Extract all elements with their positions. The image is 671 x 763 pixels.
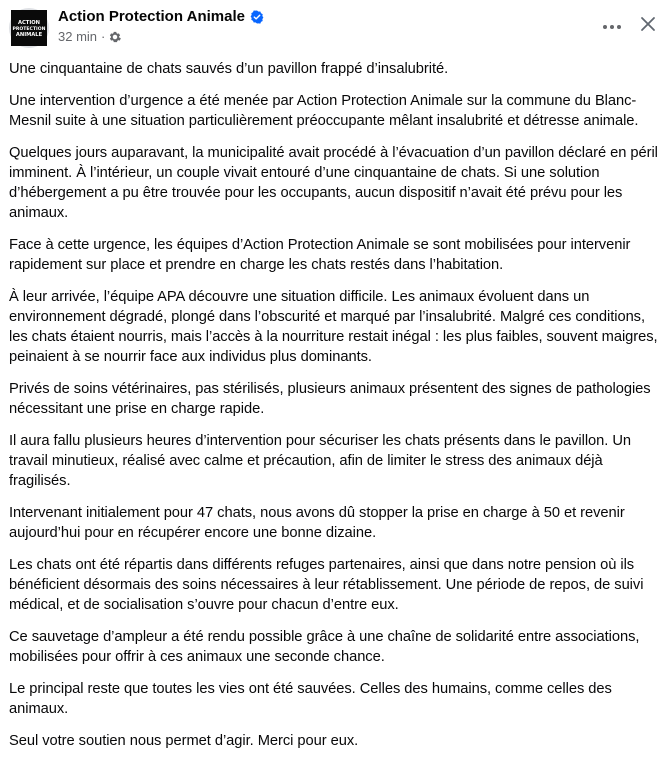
post-paragraph: Privés de soins vétérinaires, pas stérilisés, plusieurs animaux présentent des signes de pathologies nécessitant une prise en charge rapide.: [9, 381, 651, 417]
post-paragraph: À leur arrivée, l’équipe APA découvre une situation difficile. Les animaux évoluent dans un environnement dégradé, plongé dans l’obscurité et marqué par l’insalubrité. Malgré ces conditions, les chats étaient nourris, mais l’accès à la nourriture restait inégal : les plus faibles, souvent maigres, peinaient à se nourrir face aux individus plus dominants.: [9, 289, 658, 365]
page-avatar[interactable]: [9, 8, 49, 48]
post-paragraph: Les chats ont été répartis dans différents refuges partenaires, ainsi que dans notre pension où ils bénéficient désormais des soins nécessaires à leur rétablissement. Une période de repos, de suivi médical, et de socialisation s’ouvre pour chacun d’entre eux.: [9, 557, 644, 613]
post-meta: [58, 29, 121, 44]
post-paragraph: Il aura fallu plusieurs heures d’intervention pour sécuriser les chats présents dans le pavillon. Un travail minutieux, réalisé avec calme et précaution, afin de limiter le stress des animaux déjà fragilisés.: [9, 433, 632, 489]
close-icon: [640, 16, 656, 37]
more-options-button[interactable]: [597, 14, 627, 38]
avatar-text-line-2: PROTECTION: [12, 27, 46, 32]
avatar-text-line-3: ANIMALE: [15, 32, 43, 38]
post-timestamp[interactable]: 32 min: [58, 29, 98, 44]
post-body: [9, 59, 665, 763]
close-button[interactable]: [634, 12, 662, 40]
post-paragraph: Une intervention d’urgence a été menée par Action Protection Animale sur la commune du Blanc-Mesnil suite à une situation particulièrement préoccupante mêlant insalubrité et détresse animale.: [9, 93, 639, 129]
post-paragraph: Ce sauvetage d’ampleur a été rendu possible grâce à une chaîne de solidarité entre associations, mobilisées pour offrir à ces animaux une seconde chance.: [9, 629, 640, 665]
more-options-icon: [602, 17, 622, 35]
page-name-row: [58, 8, 264, 25]
post-paragraph: Seul votre soutien nous permet d’agir. Merci pour eux.: [9, 733, 359, 749]
post-paragraph: Le principal reste que toutes les vies ont été sauvées. Celles des humains, comme celles des animaux.: [9, 681, 612, 717]
avatar-text-line-1: ACTION: [17, 20, 41, 26]
verified-badge-icon: [250, 10, 264, 24]
post-header: [0, 0, 671, 56]
settings-icon[interactable]: [109, 31, 121, 43]
post-paragraph: Quelques jours auparavant, la municipalité avait procédé à l’évacuation d’un pavillon déclaré en péril imminent. À l’intérieur, un couple vivait entouré d’une cinquantaine de chats. Si une solution d’hébergement a pu être trouvée pour les occupants, aucun dispositif n’avait été prévu pour les animaux.: [9, 145, 658, 221]
post-paragraph: Intervenant initialement pour 47 chats, nous avons dû stopper la prise en charge à 50 et revenir aujourd’hui pour en récupérer encore une bonne dizaine.: [9, 505, 625, 541]
avatar-logo: [11, 10, 47, 46]
meta-separator: ·: [101, 29, 106, 44]
page-name-link[interactable]: Action Protection Animale: [58, 8, 245, 25]
post-paragraph: Une cinquantaine de chats sauvés d’un pavillon frappé d’insalubrité.: [9, 61, 449, 77]
post-paragraph: Face à cette urgence, les équipes d’Action Protection Animale se sont mobilisées pour intervenir rapidement sur place et prendre en charge les chats restés dans l’habitation.: [9, 237, 631, 273]
